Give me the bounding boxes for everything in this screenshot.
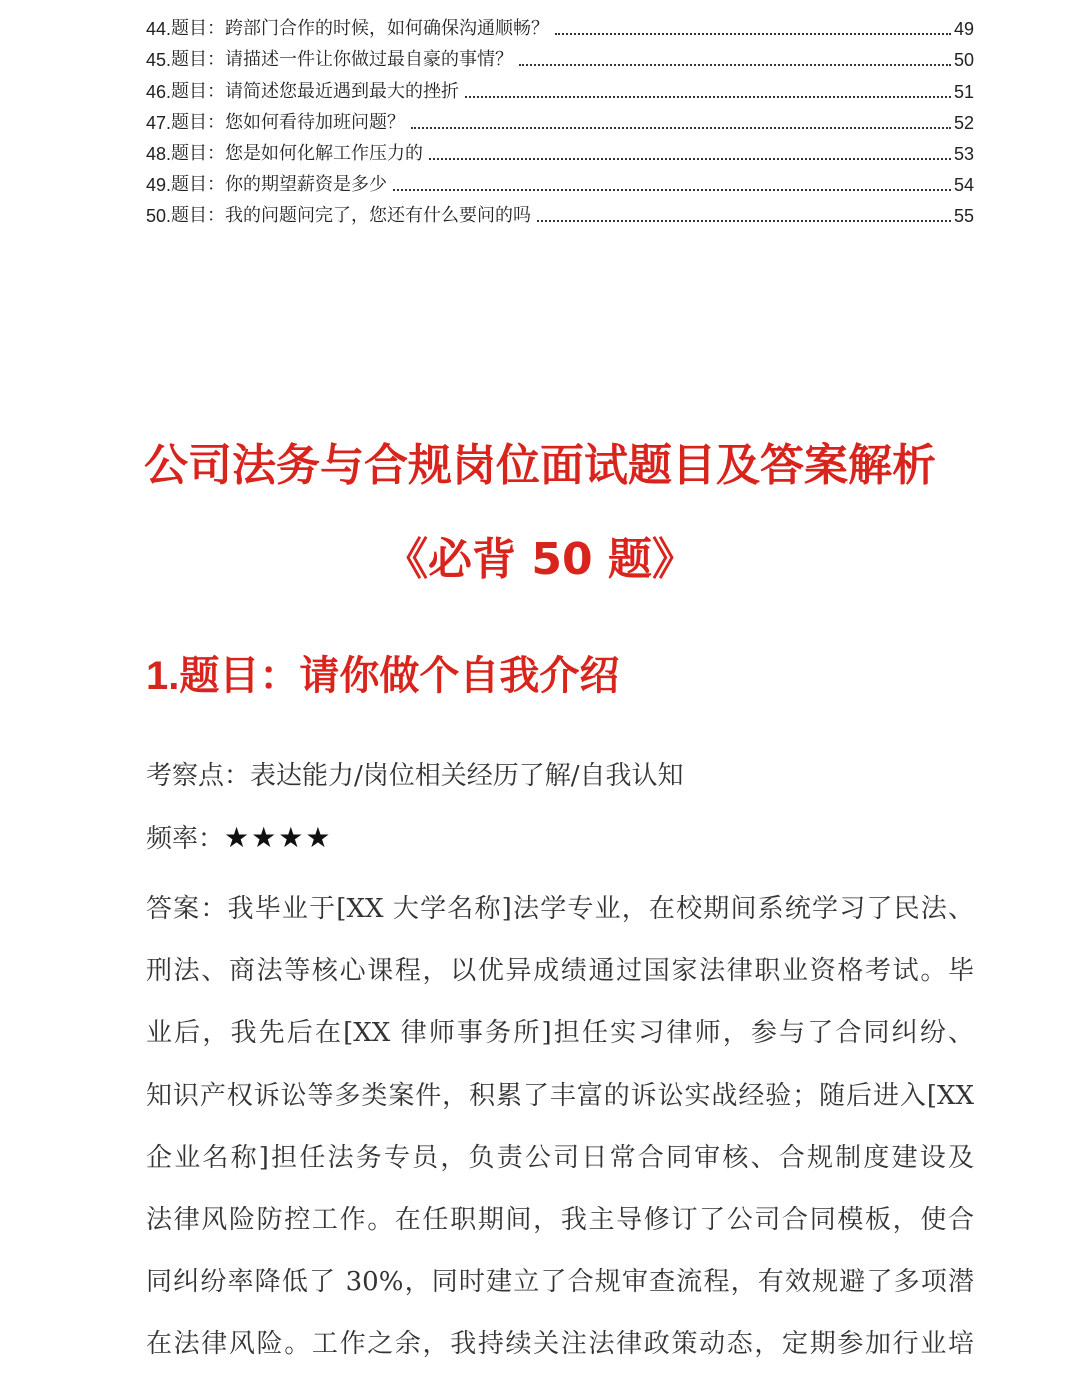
toc-entry[interactable]	[146, 103, 974, 134]
answer-line: 法律风险防控工作。在任职期间，我主导修订了公司合同模板，使合	[146, 1204, 974, 1235]
toc-entry-prefix: 题目：	[171, 18, 226, 40]
toc-entry-number: 47.	[146, 112, 172, 133]
frequency-stars: ★★★★	[224, 821, 333, 854]
answer-line: 答案：我毕业于[XX 大学名称]法学专业，在校期间系统学习了民法、	[146, 894, 974, 924]
toc-entry-title: 您如何看待加班问题？	[225, 111, 406, 133]
toc-entry-number: 49.	[146, 175, 172, 196]
toc-entry-prefix: 题目：	[171, 174, 226, 196]
toc-entry[interactable]	[146, 134, 974, 165]
toc-entry-prefix: 题目：	[171, 205, 226, 227]
toc-entry-title: 请简述您最近遇到最大的挫折	[225, 80, 460, 102]
toc-entry-page: 55	[953, 206, 974, 227]
toc-entry-page: 53	[953, 143, 974, 164]
frequency-label: 频率：	[146, 824, 225, 854]
question-number: 1.	[146, 654, 180, 698]
toc-entry-number: 45.	[146, 50, 172, 71]
answer-line: 同纠纷率降低了 30%，同时建立了合规审查流程，有效规避了多项潜	[146, 1267, 974, 1298]
answer-line: 企业名称]担任法务专员，负责公司日常合同审核、合规制度建设及	[146, 1142, 974, 1173]
toc-entry-title: 请描述一件让你做过最自豪的事情？	[225, 49, 514, 71]
toc-entry-prefix: 题目：	[171, 49, 226, 71]
focus-label: 考察点：	[146, 761, 251, 791]
question-label: 题目：	[179, 653, 300, 699]
toc-entry[interactable]	[146, 71, 974, 102]
toc-entry-number: 46.	[146, 81, 172, 102]
toc-entry-page: 50	[953, 50, 974, 71]
toc-entry-number: 48.	[146, 143, 172, 164]
toc-dot-leader	[393, 189, 951, 191]
toc-entry-number: 50.	[146, 206, 172, 227]
toc-entry-page: 49	[953, 19, 974, 40]
answer-line: 刑法、商法等核心课程，以优异成绩通过国家法律职业资格考试。毕	[146, 956, 974, 987]
toc-entry-title: 你的期望薪资是多少	[225, 174, 388, 196]
answer-line: 知识产权诉讼等多类案件，积累了丰富的诉讼实战经验；随后进入[XX	[146, 1080, 974, 1111]
toc-dot-leader	[537, 220, 951, 222]
toc-entry-prefix: 题目：	[171, 142, 226, 164]
document-title: 公司法务与合规岗位面试题目及答案解析	[144, 440, 936, 491]
toc-entry-number: 44.	[146, 19, 172, 40]
document-subtitle: 《必背 50 题》	[384, 534, 696, 585]
focus-line	[146, 756, 684, 796]
answer-line: 业后，我先后在[XX 律师事务所]担任实习律师，参与了合同纠纷、	[146, 1018, 974, 1049]
answer-paragraph	[146, 878, 974, 1376]
toc-entry-title: 我的问题问完了，您还有什么要问的吗	[225, 205, 532, 227]
toc-entry-page: 52	[953, 112, 974, 133]
toc-entry-prefix: 题目：	[171, 111, 226, 133]
toc-dot-leader	[411, 127, 951, 129]
focus-value: 表达能力/岗位相关经历了解/自我认知	[250, 761, 684, 791]
toc-entry-title: 您是如何化解工作压力的	[225, 142, 424, 164]
toc-entry[interactable]	[146, 9, 974, 40]
answer-line: 在法律风险。工作之余，我持续关注法律政策动态，定期参加行业培	[146, 1329, 974, 1360]
frequency-line	[146, 818, 332, 859]
toc-dot-leader	[555, 33, 951, 35]
table-of-contents	[146, 9, 974, 227]
toc-entry[interactable]	[146, 196, 974, 227]
toc-dot-leader	[465, 96, 951, 98]
toc-entry-page: 51	[953, 81, 974, 102]
toc-entry-page: 54	[953, 175, 974, 196]
toc-entry-title: 跨部门合作的时候，如何确保沟通顺畅？	[225, 18, 550, 40]
question-text: 请你做个自我介绍	[299, 653, 620, 699]
toc-dot-leader	[519, 64, 951, 66]
question-heading	[146, 648, 619, 704]
toc-entry[interactable]	[146, 165, 974, 196]
toc-entry-prefix: 题目：	[171, 80, 226, 102]
toc-entry[interactable]	[146, 40, 974, 71]
toc-dot-leader	[429, 158, 951, 160]
